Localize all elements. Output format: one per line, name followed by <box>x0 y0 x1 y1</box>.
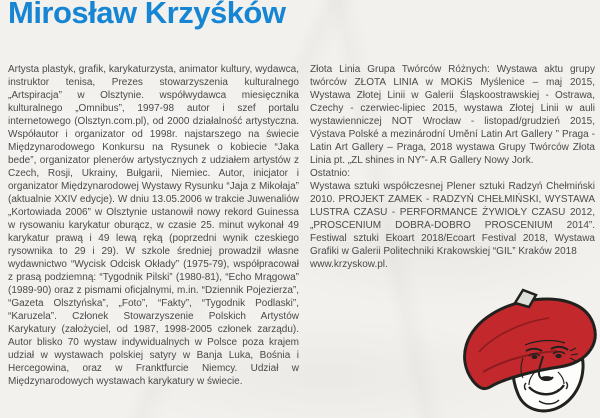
recent-section-heading: Ostatnio: <box>310 168 351 179</box>
bio-left-paragraph: Artysta plastyk, grafik, karykaturzysta, animator kultury, wydawca, instruktor tenisa, Prezes stowarzyszenia kulturalnego „Artspiracja” w Olsztynie. współwydawca miesięcznika kulturalnego „Omnibus”, 1997-98 autor i szef portalu internetowego (Olsztyn.com.pl), od 2000 działalność artystyczna. Współautor i organizator od 1998r. najstarszego na świecie Międzynarodowego Konkursu na Rysunek o kobiecie “Jaka bede”, organizator plenerów artystycznych z udziałem artystów z Czech, Rosji, Ukrainy, Bułgarii, Niemiec. Autor, inicjator i organizator Międzynarodowej Wystawy Rysunku “Jaja z Mikołaja” (aktualnie XXIV edycje). W dniu 13.05.2006 w trakcie Juwenaliów „Kortowiada 2006” w Olsztynie ustanowił nowy rekord Guinessa w rysowaniu karykatur oburącz, w czasie 25. minut wykonał 49 karykatur prawą i 49 lewą ręką (poprzedni wynik czeskiego rysownika to 29 i 29). W szkole średniej prowadził własne wydawnictwo “Wycisk Odcisk Okłady” (1975-79), współpracował z prasą podziemną: “Tygodnik Pilski” (1980-81), “Echo Mrągowa” (1989-90) oraz z pismami oficjalnymi, m.in. “Dziennik Pojezierza”, “Gazeta Olsztyńska”, „Foto”, “Fakty”, “Tygodnik Podlaski”, “Karuzela”. Członek Stowarzyszenie Polskich Artystów Karykatury (założyciel, od 1987, 1998-2005 członek zarządu). Autor blisko 70 wystaw indywidualnych w Polsce poza krajem udział w wystawach polskiej satyry w Banja Luka, Bośnia i Hercegowina, oraz w Franktfurcie Niemcy. Udział w Międzynarodowych wystawach karykatury w świecie. <box>8 64 299 387</box>
bio-right-paragraph: Złota Linia Grupa Twórców Różnych: Wystawa aktu grupy twórców ZŁOTA LINIA w MOKiS Myślenice – maj 2015, Wystawa Złotej Linii w Galerii Śląskoostrawskiej - Ostrawa, Czechy - czerwiec-lipiec 2015, wystawa Złotej Linii w auli wystawienniczej NOT Wrocław - listopad/grudzień 2015, Výstava Polské a mezinárodní Umění Latin Art Gallery ” Praga - Latin Art Gallery – Praga, 2018 wystawa Grupy Twórców Złota Linia pt. „ZL shines in NY”- A.R Gallery Nowy Jork. <box>310 64 595 166</box>
recent-paragraph: Wystawa sztuki współczesnej Plener sztuki Radzyń Chełmiński 2010. PROJEKT ZAMEK - RADZYŃ CHEŁMIŃSKI, WYSTAWA LUSTRA CZASU - PERFORMANCE ŻYWIOŁY CZASU 2012, „PROSCENIUM DOBRA-DOBRO PROSCENIUM 2014”. Festiwal sztuki Ekoart 2018/Ecoart Festival 2018, Wystawa Grafiki w Galerii Politechniki Krakowskiej “GIL” Kraków 2018 <box>310 181 595 257</box>
page-title: Mirosław Krzyśków <box>8 0 286 30</box>
bio-left-column <box>8 63 299 388</box>
website-url: www.krzyskow.pl. <box>310 259 388 270</box>
caricature-red-beret-man-illustration <box>459 288 599 418</box>
